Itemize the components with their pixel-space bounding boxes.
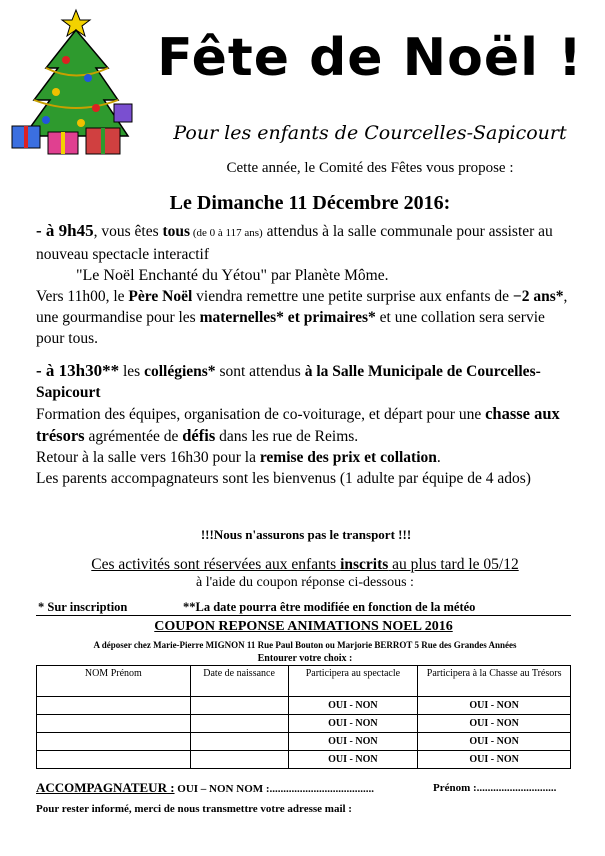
everyone-label: tous bbox=[162, 223, 191, 240]
page-title: Fête de Noël ! bbox=[157, 28, 583, 88]
morning-program: - à 9h45, vous êtes tous (de 0 à 117 ans) attendus à la salle communale pour assister au nouveau spectacle interactif "Le Noël Enchanté du Yétou" par Planète Môme. Vers 11h00, le Père Noël viendra remettre une petite surprise aux enfants de −2 ans*, une gourmandise pour les maternelles* et primaires* et une collation sera servie pour tous. bbox=[36, 221, 568, 347]
table-row bbox=[37, 733, 571, 751]
show-choice[interactable]: OUI - NON bbox=[288, 733, 418, 751]
coupon-separator bbox=[36, 615, 571, 616]
coupon-address: A déposer chez Marie-Pierre MIGNON 11 Rue Paul Bouton ou Marjorie BERROT 5 Rue des Grandes Années bbox=[93, 640, 517, 650]
accompanist-name-field[interactable]: NOM :...................................... bbox=[236, 783, 375, 795]
show-choice[interactable]: OUI - NON bbox=[288, 697, 418, 715]
show-choice[interactable]: OUI - NON bbox=[288, 715, 418, 733]
accompanist-line: ACCOMPAGNATEUR : OUI – NON NOM :...................................... bbox=[36, 780, 375, 795]
coupon-title: COUPON REPONSE ANIMATIONS NOEL 2016 bbox=[154, 619, 453, 634]
hunt-choice[interactable]: OUI - NON bbox=[418, 751, 571, 769]
hunt-choice[interactable]: OUI - NON bbox=[418, 697, 571, 715]
birthdate-cell[interactable] bbox=[190, 733, 288, 751]
table-row bbox=[37, 715, 571, 733]
coupon-table bbox=[36, 665, 571, 769]
email-request: Pour rester informé, merci de nous transmettre votre adresse mail : bbox=[36, 803, 352, 815]
name-cell[interactable] bbox=[37, 733, 191, 751]
christmas-tree-illustration bbox=[6, 8, 136, 158]
hunt-choice[interactable]: OUI - NON bbox=[418, 715, 571, 733]
table-row bbox=[37, 697, 571, 715]
name-cell[interactable] bbox=[37, 751, 191, 769]
venue: à la Salle Municipale de Courcelles-Sapicourt bbox=[36, 363, 541, 401]
morning-time: - à 9h45 bbox=[36, 221, 94, 240]
header-birthdate: Date de naissance bbox=[190, 666, 288, 697]
coupon-choose: Entourer votre choix : bbox=[257, 653, 353, 664]
name-cell[interactable] bbox=[37, 715, 191, 733]
birthdate-cell[interactable] bbox=[190, 751, 288, 769]
afternoon-time: - à 13h30** bbox=[36, 361, 120, 380]
accompanist-firstname-field[interactable]: Prénom :............................. bbox=[433, 782, 557, 794]
coupon-instruction: à l'aide du coupon réponse ci-dessous : bbox=[196, 575, 414, 590]
header-name: NOM Prénom bbox=[37, 666, 191, 697]
header-show: Participera au spectacle bbox=[288, 666, 418, 697]
birthdate-cell[interactable] bbox=[190, 715, 288, 733]
show-choice[interactable]: OUI - NON bbox=[288, 751, 418, 769]
birthdate-cell[interactable] bbox=[190, 697, 288, 715]
registration-notice: Ces activités sont réservées aux enfants inscrits au plus tard le 05/12 bbox=[91, 556, 519, 573]
hunt-choice[interactable]: OUI - NON bbox=[418, 733, 571, 751]
intro-text: Cette année, le Comité des Fêtes vous propose : bbox=[226, 160, 514, 176]
table-row bbox=[37, 751, 571, 769]
subtitle: Pour les enfants de Courcelles-Sapicourt bbox=[173, 122, 567, 144]
afternoon-program: - à 13h30** les collégiens* sont attendus à la Salle Municipale de Courcelles-Sapicourt Formation des équipes, organisation de co-voiturage, et départ pour une chasse aux trésors agrémentée de défis dans les rue de Reims. Retour à la salle vers 16h30 pour la remise des prix et collation. Les parents accompagnateurs sont les bienvenus (1 adulte par équipe de 4 ados) bbox=[36, 361, 560, 487]
show-title: "Le Noël Enchanté du Yétou" bbox=[76, 267, 268, 284]
no-transport-notice: !!!Nous n'assurons pas le transport !!! bbox=[200, 527, 412, 542]
event-date: Le Dimanche 11 Décembre 2016: bbox=[169, 192, 451, 214]
accompanist-choice[interactable]: OUI – NON bbox=[174, 783, 237, 795]
santa-label: Père Noël bbox=[128, 288, 193, 305]
footnote-weather: **La date pourra être modifiée en fonction de la météo bbox=[183, 600, 476, 614]
name-cell[interactable] bbox=[37, 697, 191, 715]
header-hunt: Participera à la Chasse au Trésors bbox=[418, 666, 571, 697]
footnote-registration: * Sur inscription bbox=[38, 600, 128, 614]
